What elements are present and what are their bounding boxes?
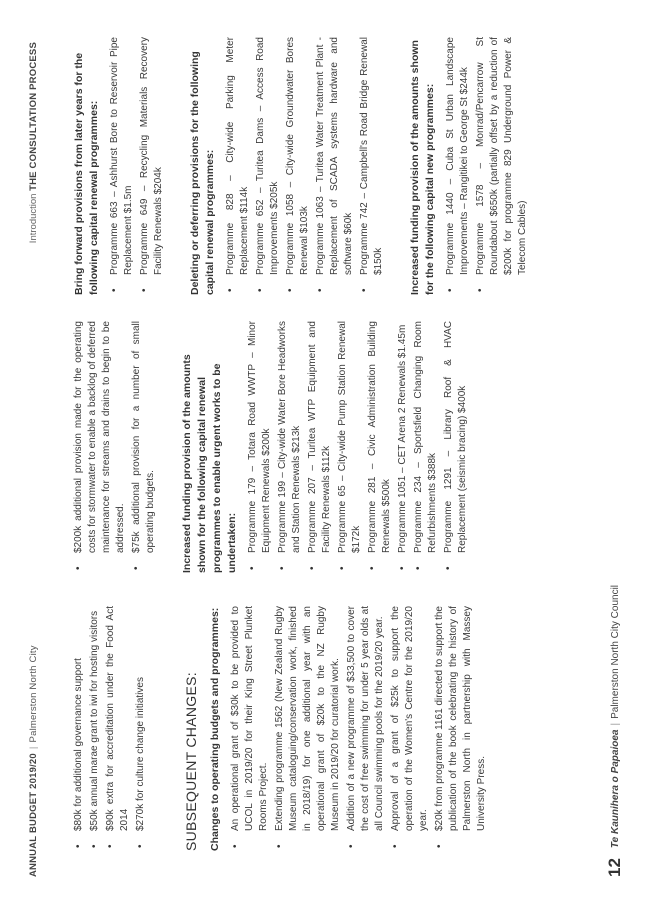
column-2 — [72, 321, 472, 573]
list-item: • Programme 828 – City-wide Parking Meter Replacement $114k — [224, 37, 252, 295]
list-item: • $80k for additional governance support — [72, 606, 86, 851]
list-item: • Programme 1440 – Cuba St Urban Landscape Improvements – Rangitikei to George St $244k — [444, 37, 472, 295]
list-item: • Programme 65 – City-wide Pump Station Renewal $172k — [336, 321, 364, 573]
spacer — [388, 37, 408, 295]
list-item: • Addition of a new programme of $33,500 to cover the cost of free swimming for under 5 year olds at all Council swimming pools for the 2019/20 year. — [345, 606, 387, 851]
changes-list — [229, 606, 489, 851]
list-item: • Programme 234 – Sportsfield Changing Room Refurbishments $388k — [412, 321, 440, 573]
bring-forward-list — [108, 37, 166, 295]
list-item: • Programme 742 – Campbell's Road Bridge Renewal $150k — [358, 37, 386, 295]
footer-separator: | — [610, 722, 621, 726]
deleting-list — [224, 37, 386, 295]
list-item: • $270k for culture change initiatives — [134, 606, 148, 851]
changes-heading: Changes to operating budgets and programmes: — [209, 607, 221, 851]
spacer — [150, 606, 170, 851]
section-label: Introduction — [28, 193, 39, 244]
report-title: ANNUAL BUDGET 2019/20 — [28, 753, 39, 877]
spacer — [160, 321, 180, 573]
list-item: • Programme 1291 – Library Roof & HVAC Replacement (seismic bracing) $400k — [442, 321, 470, 573]
page-footer — [605, 585, 625, 877]
list-item: • An operational grant of $30k to be provided to UCOL in 2019/20 for their King Street Plunket Rooms Project. — [229, 606, 271, 851]
new-capital-list — [444, 37, 530, 295]
page-header-left — [28, 645, 39, 877]
list-item: • Programme 1063 – Turitea Water Treatment Plant - Replacement of SCADA systems hardware and software $60k — [314, 37, 356, 295]
list-item: • Extending programme 1562 (New Zealand Rugby Museum cataloguing/conservation work, finished in 2018/19) for one additional year with an operational grant of $20k to the NZ Rugby Museum in 2019/20 for curatorial work. — [273, 606, 343, 851]
list-item: • Programme 281 – Civic Administration Building Renewals $500k — [366, 321, 394, 573]
column-3 — [72, 37, 532, 295]
increased-renewal-heading: Increased funding provision of the amounts shown for the following capital renewal programmes to enable urgent works to be undertaken: — [181, 354, 238, 573]
list-item: • Programme 1051 – CET Arena 2 Renewals $1.45m — [396, 321, 410, 573]
council-name: Palmerston North City — [28, 645, 39, 743]
list-item: • $20k from programme 1161 directed to support the publication of the book celebrating the history of Palmerston North in partnership with Massey University Press. — [433, 606, 489, 851]
bring-forward-heading: Bring forward provisions from later years for the following capital renewal programmes: — [73, 52, 100, 295]
list-item: • Approval of a grant of $25k to support the operation of the Women's Centre for the 2019/20 year. — [389, 606, 431, 851]
list-item: • $200k additional provision made for the operating costs for stormwater to enable a backlog of deferred maintenance for streams and drains to begin to be addressed. — [72, 321, 128, 573]
footer-council-name: Palmerston North City Council — [610, 584, 621, 719]
section-title: THE CONSULTATION PROCESS — [28, 42, 39, 191]
operating-list — [72, 321, 158, 573]
list-item: • Programme 1058 – City-wide Groundwater Bores Renewal $103k — [284, 37, 312, 295]
page-header-right — [28, 42, 39, 243]
spacer — [168, 37, 188, 295]
list-item: • Programme 649 – Recycling Materials Recovery Facility Renewals $204k — [138, 37, 166, 295]
list-item: • Programme 179 – Totara Road WWTP – Minor Equipment Renewals $200k — [246, 321, 274, 573]
column-1 — [72, 606, 491, 851]
deleting-heading: Deleting or deferring provisions for the following capital renewal programmes: — [189, 51, 216, 295]
list-item: • Programme 199 – City-wide Water Bore Headworks and Station Renewals $213k — [276, 321, 304, 573]
page-number: 12 — [605, 858, 624, 877]
list-item: • Programme 207 – Turitea WTP Equipment and Facility Renewals $112k — [306, 321, 334, 573]
list-item: • $50k annual marae grant to iwi for hosting visitors — [88, 606, 102, 851]
list-item: • $75k additional provision for a number of small operating budgets. — [130, 321, 158, 573]
intro-list — [72, 606, 148, 851]
maori-council-name: Te Kaunihera o Papaioea — [610, 729, 621, 849]
list-item: • Programme 652 – Turitea Dams – Access Road Improvements $205k — [254, 37, 282, 295]
increased-renewal-list — [246, 321, 470, 573]
list-item: • Programme 663 – Ashhurst Bore to Reservoir Pipe Replacement $1.5m — [108, 37, 136, 295]
subsequent-changes-title: SUBSEQUENT CHANGES: — [183, 672, 199, 851]
header-separator: | — [28, 746, 39, 750]
list-item: • Programme 1578 – Monrad/Pencarrow St Roundabout $650k (partially offset by a reduction of $200k for programme 829 Underground Power & Telecom Cables) — [474, 37, 530, 295]
new-capital-heading: Increased funding provision of the amounts shown for the following capital new programmes: — [409, 40, 436, 295]
list-item: • $90k extra for accreditation under the Food Act 2014 — [104, 606, 132, 851]
